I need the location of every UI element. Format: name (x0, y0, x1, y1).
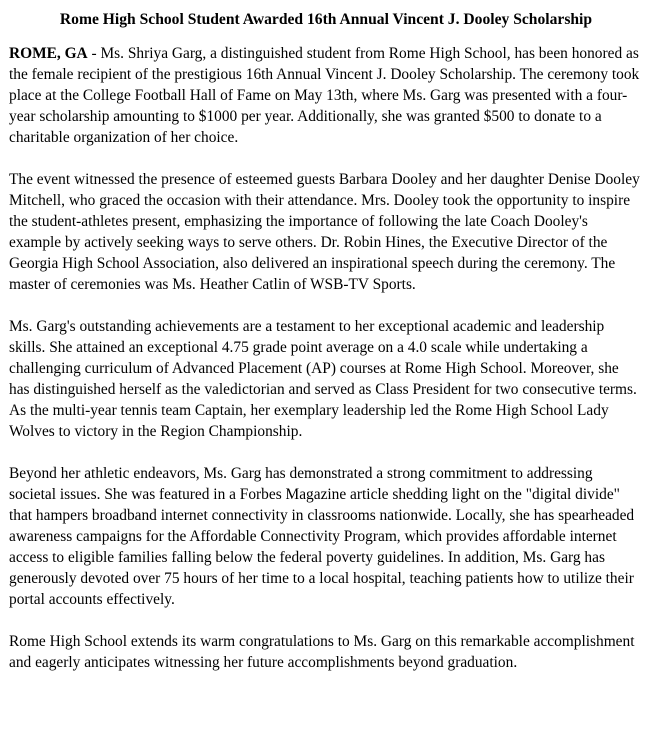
article-paragraph-5: Rome High School extends its warm congratulations to Ms. Garg on this remarkable accomplishment and eagerly anticipates witnessing her future accomplishments beyond graduation. (9, 633, 635, 671)
article-paragraph-3: Ms. Garg's outstanding achievements are a testament to her exceptional academic and leadership skills. She attained an exceptional 4.75 grade point average on a 4.0 scale while undertaking a challenging curriculum of Advanced Placement (AP) courses at Rome High School. Moreover, she has distinguished herself as the valedictorian and served as Class President for two consecutive terms. As the multi-year tennis team Captain, her exemplary leadership led the Rome High School Lady Wolves to victory in the Region Championship. (9, 318, 637, 440)
article-paragraph-1 (9, 43, 643, 148)
paragraph-1-text: - Ms. Shriya Garg, a distinguished student from Rome High School, has been honored as the female recipient of the prestigious 16th Annual Vincent J. Dooley Scholarship. The ceremony took place at the College Football Hall of Fame on May 13th, where Ms. Garg was presented with a four-year scholarship amounting to $1000 per year. Additionally, she was granted $500 to donate to a charitable organization of her choice. (9, 45, 640, 146)
article-paragraph-2: The event witnessed the presence of esteemed guests Barbara Dooley and her daughter Denise Dooley Mitchell, who graced the occasion with their attendance. Mrs. Dooley took the opportunity to inspire the student-athletes present, emphasizing the importance of following the late Coach Dooley's example by actively seeking ways to serve others. Dr. Robin Hines, the Executive Director of the Georgia High School Association, also delivered an inspirational speech during the ceremony. The master of ceremonies was Ms. Heather Catlin of WSB-TV Sports. (9, 171, 640, 293)
article-paragraph-4: Beyond her athletic endeavors, Ms. Garg has demonstrated a strong commitment to addressing societal issues. She was featured in a Forbes Magazine article shedding light on the "digital divide" that hampers broadband internet connectivity in classrooms nationwide. Locally, she has spearheaded awareness campaigns for the Affordable Connectivity Program, which provides affordable internet access to eligible families falling below the federal poverty guidelines. In addition, Ms. Garg has generously devoted over 75 hours of her time to a local hospital, teaching patients how to utilize their portal accounts effectively. (9, 465, 635, 608)
dateline: ROME, GA (9, 45, 88, 62)
article-title: Rome High School Student Awarded 16th Annual Vincent J. Dooley Scholarship (59, 11, 593, 28)
